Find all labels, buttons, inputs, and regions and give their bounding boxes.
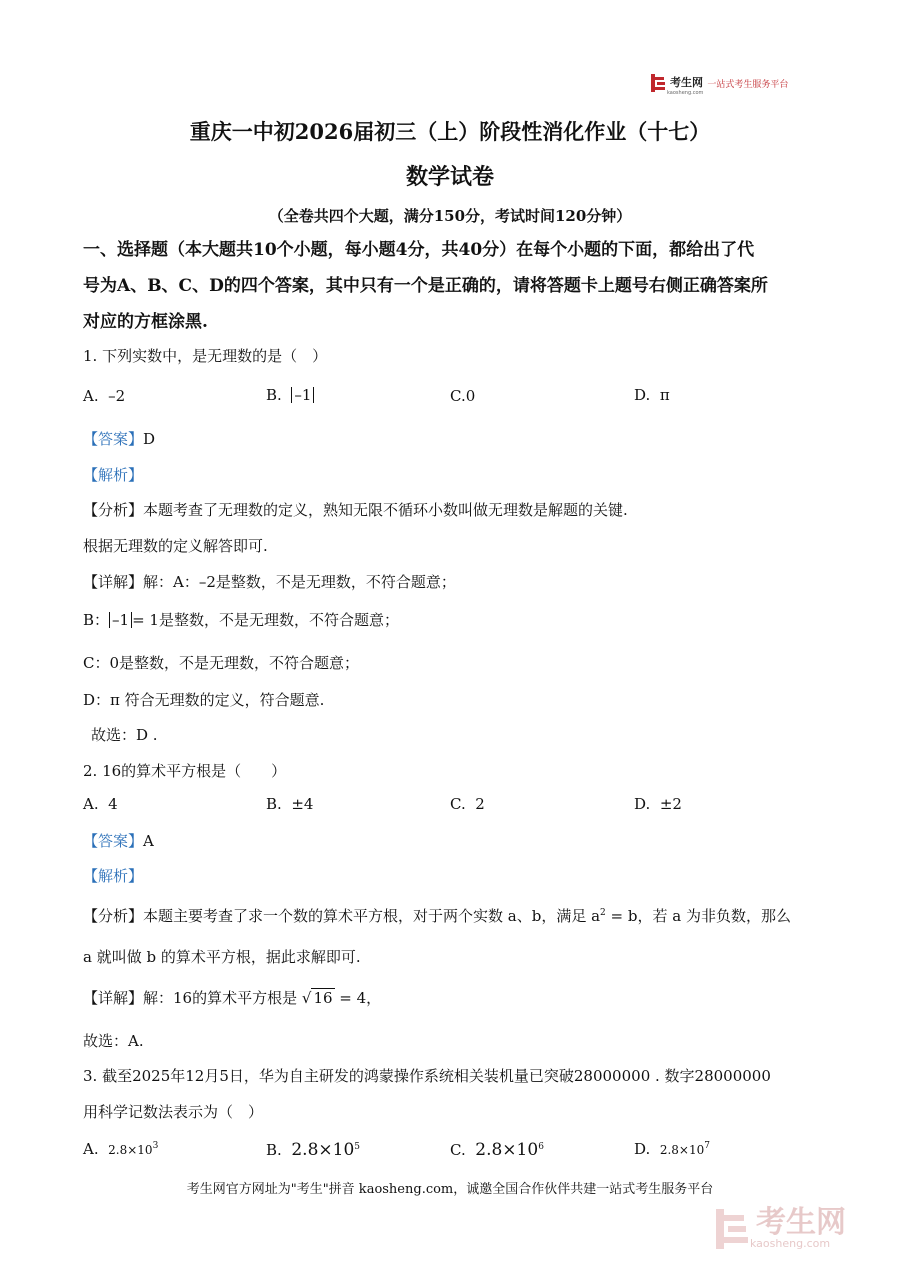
q1-analysis-tag: 【解析】 bbox=[83, 466, 144, 484]
q1-detail-b: B： –1 = 1是整数，不是无理数，不符合题意； bbox=[83, 611, 399, 629]
q1-detail-c: C：0是整数，不是无理数，不符合题意； bbox=[83, 654, 360, 672]
logo-slogan: 一站式考生服务平台 bbox=[707, 79, 789, 90]
exam-subject: 数学试卷 bbox=[405, 164, 494, 190]
q3-option-b: B. $2.8\times 10^5$ bbox=[266, 1140, 360, 1160]
q1-answer: 【答案】D bbox=[83, 430, 156, 448]
watermark-text: 考生网 bbox=[756, 1205, 846, 1240]
q2-option-a: A. 4 bbox=[83, 795, 118, 813]
watermark-url: kaosheng.com bbox=[750, 1237, 831, 1250]
q2-option-d: D. ±2 bbox=[634, 795, 682, 813]
q1-fenxi-2: 根据无理数的定义解答即可. bbox=[83, 537, 268, 555]
q2-fenxi: 【分析】本题主要考查了求一个数的算术平方根，对于两个实数 a、b，满足 $a^2 = b$，若 a 为非负数，那么 bbox=[83, 907, 791, 925]
q2-option-b: B. ±4 bbox=[266, 795, 314, 813]
q3-option-d: D. $2.8\times 10^7$ bbox=[634, 1140, 710, 1158]
q2-option-c: C. 2 bbox=[450, 795, 485, 813]
section-heading: 一、选择题（本大题共10个小题，每小题4分，共40分）在每个小题的下面，都给出了代 号为A、B、C、D的四个答案，其中只有一个是正确的，请将答题卡上题号右侧正确答案所 对应的方框涂黑. bbox=[83, 240, 768, 332]
q2-fenxi-2: a 就叫做 b 的算术平方根，据此求解即可. bbox=[83, 948, 361, 966]
q1-option-b: B. –1 bbox=[266, 386, 314, 404]
exam-info: （全卷共四个大题，满分150分，考试时间120分钟） bbox=[268, 207, 632, 225]
q3-option-c: C. $2.8\times 10^6$ bbox=[450, 1140, 544, 1160]
q2-answer: 【答案】A bbox=[83, 832, 154, 850]
q1-stem: 1. 下列实数中，是无理数的是（ ） bbox=[83, 347, 328, 365]
q1-option-d: D. π bbox=[634, 386, 670, 404]
exam-title: 重庆一中初2026届初三（上）阶段性消化作业（十七） bbox=[189, 119, 711, 144]
logo-name: 考生网 bbox=[670, 75, 703, 89]
q2-analysis-tag: 【解析】 bbox=[83, 867, 144, 885]
watermark bbox=[716, 1204, 886, 1254]
page-footer: 考生网官方网址为"考生"拼音 kaosheng.com，诚邀全国合作伙伴共建一站式考生服务平台 bbox=[186, 1182, 714, 1197]
q1-detail-a: 【详解】解：A：–2是整数，不是无理数，不符合题意； bbox=[83, 573, 456, 591]
logo-url: kaosheng.com bbox=[667, 89, 704, 96]
q1-option-c: C.0 bbox=[450, 387, 476, 405]
q2-stem: 2. 16的算术平方根是（ ） bbox=[83, 762, 287, 780]
q1-fenxi: 【分析】本题考查了无理数的定义，熟知无限不循环小数叫做无理数是解题的关键. bbox=[83, 501, 628, 519]
q1-choose: 故选：D . bbox=[91, 726, 158, 744]
q1-option-a: A. –2 bbox=[83, 387, 126, 405]
q2-detail: 【详解】解：16的算术平方根是 √ 16 = 4， bbox=[83, 989, 382, 1007]
kaosheng-logo-icon bbox=[651, 74, 667, 92]
q3-stem-1: 3. 截至2025年12月5日，华为自主研发的鸿蒙操作系统相关装机量已突破28000000 . 数字28000000 bbox=[83, 1067, 771, 1085]
q2-choose: 故选：A. bbox=[83, 1032, 144, 1050]
q3-stem-2: 用科学记数法表示为（ ） bbox=[83, 1103, 264, 1121]
kaosheng-watermark-icon bbox=[716, 1209, 750, 1249]
q3-option-a: A. $2.8\times 10^3$ bbox=[83, 1140, 159, 1158]
header-logo bbox=[651, 72, 821, 94]
q1-detail-d: D：π 符合无理数的定义，符合题意. bbox=[83, 691, 325, 709]
